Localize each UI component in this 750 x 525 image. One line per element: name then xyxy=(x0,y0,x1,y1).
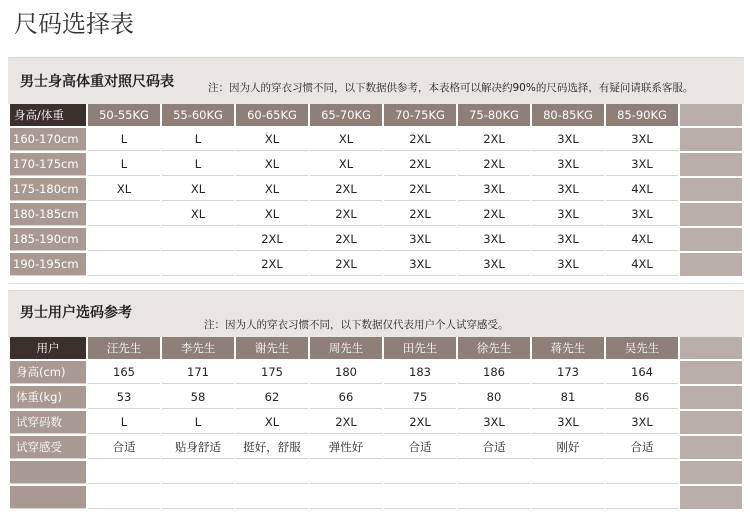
row-label xyxy=(10,461,86,484)
user-name-header: 周先生 xyxy=(310,337,382,359)
size-cell: XL xyxy=(310,153,382,176)
table-row xyxy=(10,411,742,434)
value-cell: 53 xyxy=(88,386,160,409)
value-cell: 合适 xyxy=(88,436,160,459)
size-cell: 3XL xyxy=(532,153,604,176)
table-row xyxy=(10,228,742,251)
size-cell: 3XL xyxy=(532,178,604,201)
filler-cell xyxy=(680,228,742,251)
value-cell: 合适 xyxy=(606,436,678,459)
table-row xyxy=(10,461,742,484)
size-cell: 3XL xyxy=(458,253,530,276)
table-row xyxy=(10,486,742,509)
value-cell: L xyxy=(162,411,234,434)
row-label: 试穿码数 xyxy=(10,411,86,434)
size-cell: L xyxy=(162,128,234,151)
row-label xyxy=(10,486,86,509)
size-chart-note: 注：因为人的穿衣习惯不同，以下数据供参考，本表格可以解决约90%的尺码选择，有疑问请联系客服。 xyxy=(208,82,694,94)
user-ref-header-row xyxy=(10,337,742,359)
value-cell xyxy=(162,461,234,484)
table-row xyxy=(10,178,742,201)
size-cell xyxy=(88,253,160,276)
user-name-header: 李先生 xyxy=(162,337,234,359)
table-row xyxy=(10,436,742,459)
filler-cell xyxy=(680,178,742,201)
value-cell: 挺好，舒服 xyxy=(236,436,308,459)
value-cell: 183 xyxy=(384,361,456,384)
size-cell: XL xyxy=(236,203,308,226)
value-cell xyxy=(384,486,456,509)
value-cell: L xyxy=(88,411,160,434)
value-cell: 186 xyxy=(458,361,530,384)
filler-cell xyxy=(680,386,742,409)
value-cell: 3XL xyxy=(458,411,530,434)
size-chart-header-row xyxy=(10,104,742,126)
size-cell xyxy=(88,228,160,251)
value-cell: 合适 xyxy=(458,436,530,459)
size-cell: 2XL xyxy=(310,253,382,276)
value-cell: XL xyxy=(236,411,308,434)
user-name-header: 蒋先生 xyxy=(532,337,604,359)
row-label: 试穿感受 xyxy=(10,436,86,459)
value-cell: 81 xyxy=(532,386,604,409)
user-name-header: 田先生 xyxy=(384,337,456,359)
size-cell: 2XL xyxy=(310,228,382,251)
corner-cell: 身高/体重 xyxy=(10,104,86,126)
size-cell: 2XL xyxy=(384,128,456,151)
size-cell: 3XL xyxy=(458,178,530,201)
height-label: 180-185cm xyxy=(10,203,86,226)
value-cell: 80 xyxy=(458,386,530,409)
size-cell: 2XL xyxy=(458,153,530,176)
size-cell: L xyxy=(88,153,160,176)
size-cell: 3XL xyxy=(384,228,456,251)
filler-cell xyxy=(680,104,742,126)
filler-cell xyxy=(680,411,742,434)
user-ref-note: 注：因为人的穿衣习惯不同，以下数据仅代表用户个人试穿感受。 xyxy=(204,319,509,331)
size-cell xyxy=(162,228,234,251)
table-row xyxy=(10,386,742,409)
size-cell: 3XL xyxy=(532,253,604,276)
value-cell xyxy=(310,486,382,509)
value-cell: 171 xyxy=(162,361,234,384)
filler-cell xyxy=(680,436,742,459)
value-cell xyxy=(458,486,530,509)
size-cell xyxy=(162,253,234,276)
value-cell: 贴身舒适 xyxy=(162,436,234,459)
weight-column-header: 85-90KG xyxy=(606,104,678,126)
value-cell: 2XL xyxy=(310,411,382,434)
value-cell: 62 xyxy=(236,386,308,409)
value-cell: 165 xyxy=(88,361,160,384)
value-cell xyxy=(384,461,456,484)
height-label: 190-195cm xyxy=(10,253,86,276)
value-cell: 合适 xyxy=(384,436,456,459)
size-cell: 3XL xyxy=(384,253,456,276)
value-cell: 3XL xyxy=(606,411,678,434)
weight-column-header: 55-60KG xyxy=(162,104,234,126)
size-cell: 3XL xyxy=(606,128,678,151)
size-cell: 4XL xyxy=(606,253,678,276)
size-cell xyxy=(88,203,160,226)
user-ref-title: 男士用户选码参考 xyxy=(20,305,132,321)
value-cell: 173 xyxy=(532,361,604,384)
size-cell: XL xyxy=(88,178,160,201)
size-cell: 2XL xyxy=(458,128,530,151)
size-cell: XL xyxy=(236,153,308,176)
weight-column-header: 75-80KG xyxy=(458,104,530,126)
user-name-header: 徐先生 xyxy=(458,337,530,359)
value-cell xyxy=(236,486,308,509)
row-label: 体重(kg) xyxy=(10,386,86,409)
size-cell: XL xyxy=(162,203,234,226)
corner-cell: 用户 xyxy=(10,337,86,359)
size-cell: L xyxy=(162,153,234,176)
weight-column-header: 50-55KG xyxy=(88,104,160,126)
size-cell: XL xyxy=(236,178,308,201)
section-divider xyxy=(8,283,744,284)
value-cell: 弹性好 xyxy=(310,436,382,459)
table-row xyxy=(10,128,742,151)
size-cell: 3XL xyxy=(606,203,678,226)
size-chart-table xyxy=(8,102,744,278)
user-ref-section xyxy=(8,290,744,511)
size-cell: 2XL xyxy=(310,178,382,201)
user-ref-header xyxy=(8,290,744,337)
table-row xyxy=(10,361,742,384)
value-cell: 164 xyxy=(606,361,678,384)
value-cell xyxy=(606,486,678,509)
user-ref-table xyxy=(8,335,744,511)
height-label: 170-175cm xyxy=(10,153,86,176)
size-chart-title: 男士身高体重对照尺码表 xyxy=(20,74,174,90)
user-name-header: 谢先生 xyxy=(236,337,308,359)
size-cell: XL xyxy=(236,128,308,151)
size-cell: 3XL xyxy=(606,153,678,176)
size-cell: 2XL xyxy=(384,178,456,201)
weight-column-header: 80-85KG xyxy=(532,104,604,126)
value-cell xyxy=(532,461,604,484)
value-cell xyxy=(236,461,308,484)
value-cell: 58 xyxy=(162,386,234,409)
value-cell xyxy=(532,486,604,509)
size-cell: XL xyxy=(162,178,234,201)
value-cell: 刚好 xyxy=(532,436,604,459)
size-cell: 3XL xyxy=(532,203,604,226)
weight-column-header: 70-75KG xyxy=(384,104,456,126)
value-cell: 75 xyxy=(384,386,456,409)
table-row xyxy=(10,203,742,226)
height-label: 160-170cm xyxy=(10,128,86,151)
filler-cell xyxy=(680,253,742,276)
filler-cell xyxy=(680,461,742,484)
size-cell: 2XL xyxy=(236,228,308,251)
value-cell: 86 xyxy=(606,386,678,409)
size-cell: 3XL xyxy=(458,228,530,251)
filler-cell xyxy=(680,128,742,151)
page-title: 尺码选择表 xyxy=(14,10,134,38)
filler-cell xyxy=(680,486,742,509)
value-cell xyxy=(162,486,234,509)
height-label: 175-180cm xyxy=(10,178,86,201)
size-chart-section xyxy=(8,57,744,278)
value-cell xyxy=(458,461,530,484)
size-cell: 4XL xyxy=(606,178,678,201)
filler-cell xyxy=(680,203,742,226)
table-row xyxy=(10,153,742,176)
table-row xyxy=(10,253,742,276)
size-cell: 2XL xyxy=(384,203,456,226)
user-name-header: 汪先生 xyxy=(88,337,160,359)
size-cell: 2XL xyxy=(310,203,382,226)
value-cell: 2XL xyxy=(384,411,456,434)
size-cell: 2XL xyxy=(236,253,308,276)
filler-cell xyxy=(680,361,742,384)
user-name-header: 吴先生 xyxy=(606,337,678,359)
filler-cell xyxy=(680,337,742,359)
value-cell: 3XL xyxy=(532,411,604,434)
size-cell: 3XL xyxy=(532,128,604,151)
value-cell: 175 xyxy=(236,361,308,384)
size-cell: 4XL xyxy=(606,228,678,251)
value-cell xyxy=(88,486,160,509)
value-cell: 180 xyxy=(310,361,382,384)
row-label: 身高(cm) xyxy=(10,361,86,384)
weight-column-header: 60-65KG xyxy=(236,104,308,126)
size-chart-header xyxy=(8,57,744,104)
size-cell: 2XL xyxy=(384,153,456,176)
weight-column-header: 65-70KG xyxy=(310,104,382,126)
filler-cell xyxy=(680,153,742,176)
size-cell: L xyxy=(88,128,160,151)
size-cell: 2XL xyxy=(458,203,530,226)
value-cell xyxy=(606,461,678,484)
value-cell xyxy=(310,461,382,484)
value-cell: 66 xyxy=(310,386,382,409)
size-cell: 3XL xyxy=(532,228,604,251)
size-cell: XL xyxy=(310,128,382,151)
value-cell xyxy=(88,461,160,484)
height-label: 185-190cm xyxy=(10,228,86,251)
